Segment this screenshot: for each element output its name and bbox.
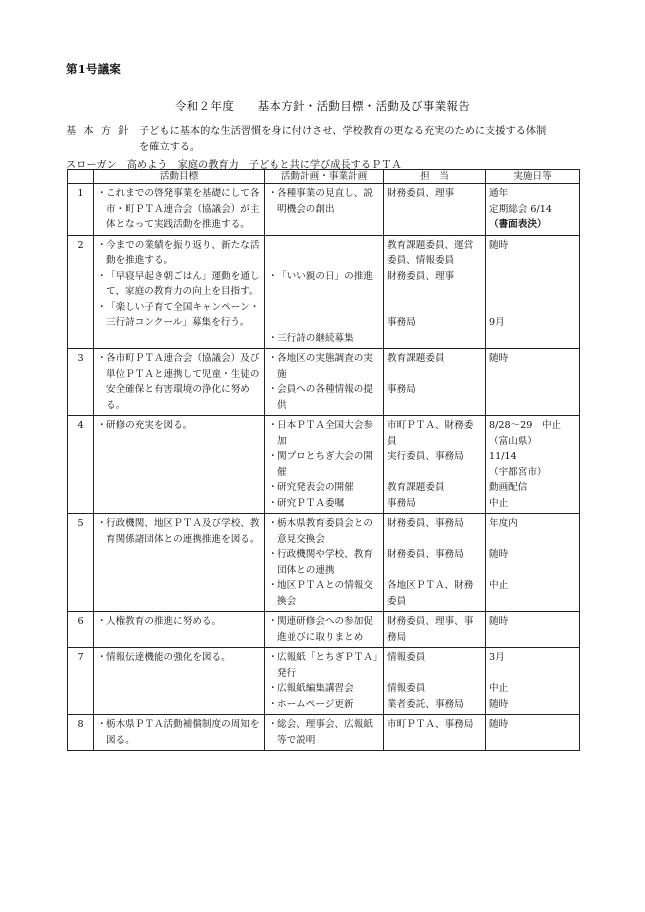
agenda-number: 第1号議案 xyxy=(66,62,122,76)
plan-item: ・ ホームページ更新 xyxy=(268,697,380,713)
header-no xyxy=(68,170,94,184)
goal-cell xyxy=(94,648,265,715)
date-cell xyxy=(486,612,580,648)
staff-item: 市町ＰＴＡ、事務局 xyxy=(387,719,474,730)
date-item: 随時 xyxy=(489,549,509,560)
plan-item: ・ 日本ＰＴＡ全国大会参加 xyxy=(268,418,380,449)
staff-item: 実行委員、事務局 xyxy=(387,451,464,462)
date-cell xyxy=(486,514,580,612)
plan-item: ・ 「いい親の日」の推進 xyxy=(268,269,380,285)
document-heading: 令和２年度 基本方針・活動目標・活動及び事業報告 xyxy=(175,99,470,113)
header-goal: 活動目標 xyxy=(94,170,265,184)
plan-item: ・ 広報紙編集講習会 xyxy=(268,681,380,697)
date-item: 定期総会 6/14 xyxy=(489,203,552,215)
staff-cell xyxy=(384,715,486,751)
activity-table xyxy=(67,169,580,751)
staff-item: 教育課題委員 xyxy=(387,482,445,493)
goal-cell xyxy=(94,514,265,612)
staff-cell xyxy=(384,416,486,514)
date-cell xyxy=(486,648,580,715)
row-number: 1 xyxy=(68,184,94,236)
slogan-label: スローガン xyxy=(66,160,117,171)
staff-item: 財務委員、事務局 xyxy=(387,549,464,560)
staff-cell xyxy=(384,612,486,648)
date-cell xyxy=(486,349,580,416)
goal-cell xyxy=(94,715,265,751)
goal-item: ・ 行政機関、地区ＰＴＡ及び学校、教育関係諸団体との連携推進を図る。 xyxy=(97,516,261,547)
staff-cell xyxy=(384,235,486,349)
plan-item: ・ 関プロとちぎ大会の開催 xyxy=(268,449,380,480)
date-cell xyxy=(486,184,580,236)
plan-item: ・ 各種事業の見直し、説明機会の創出 xyxy=(268,186,380,217)
staff-item: 財務委員、理事、事務局 xyxy=(387,616,474,643)
plan-item: ・ 総会、理事会、広報紙等で説明 xyxy=(268,717,380,748)
staff-item: 教育課題委員 xyxy=(387,353,445,364)
row-number: 6 xyxy=(68,612,94,648)
plan-cell xyxy=(265,184,384,236)
goal-cell xyxy=(94,349,265,416)
staff-item: 市町ＰＴＡ、財務委員 xyxy=(387,420,474,447)
table-row xyxy=(68,235,580,349)
date-cell xyxy=(486,715,580,751)
staff-cell xyxy=(384,349,486,416)
plan-item: ・ 広報紙「とちぎＰＴＡ」発行 xyxy=(268,650,380,681)
goal-item: ・ 研修の充実を図る。 xyxy=(97,418,261,434)
date-item: 中止 xyxy=(489,497,509,509)
plan-item: ・ 関連研修会への参加促進並びに取りまとめ xyxy=(268,614,380,645)
plan-item: ・ 栃木県教育委員会との意見交換会 xyxy=(268,516,380,547)
staff-cell xyxy=(384,184,486,236)
table-row xyxy=(68,514,580,612)
goal-cell xyxy=(94,416,265,514)
plan-cell xyxy=(265,715,384,751)
date-item: 年度内 xyxy=(489,518,518,529)
goal-item: ・ 各市町ＰＴＡ連合会（協議会）及び単位ＰＴＡと連携して児童・生徒の安全確保と有害環境の浄化に努める。 xyxy=(97,351,261,413)
row-number: 8 xyxy=(68,715,94,751)
date-item: 通年 xyxy=(489,188,509,199)
table-row xyxy=(68,648,580,715)
staff-item: 情報委員 xyxy=(387,652,426,663)
date-item: 随時 xyxy=(489,616,509,627)
plan-item: ・ 各地区の実態調査の実施 xyxy=(268,351,380,382)
table-row xyxy=(68,612,580,648)
date-cell xyxy=(486,416,580,514)
goal-cell xyxy=(94,235,265,349)
staff-cell xyxy=(384,514,486,612)
row-number: 2 xyxy=(68,235,94,349)
staff-item: 財務委員、理事 xyxy=(387,270,455,282)
date-item: 中止 xyxy=(489,580,509,591)
staff-item: 情報委員 xyxy=(387,683,426,694)
date-item: 随時 xyxy=(489,719,509,730)
staff-item: 事務局 xyxy=(387,384,416,395)
plan-item: ・ 研究ＰＴＡ委嘱 xyxy=(268,496,380,512)
basic-policy xyxy=(66,124,586,156)
row-number: 5 xyxy=(68,514,94,612)
table-row xyxy=(68,349,580,416)
basic-policy-label: 基 本 方 針 xyxy=(66,126,131,137)
date-item: 11/14 xyxy=(489,451,517,462)
plan-cell xyxy=(265,416,384,514)
staff-item: 教育課題委員、運営委員、情報委員 xyxy=(387,239,474,266)
goal-item: ・ 栃木県ＰＴＡ活動補償制度の周知を図る。 xyxy=(97,717,261,748)
row-number: 7 xyxy=(68,648,94,715)
date-item: 随時 xyxy=(489,353,509,364)
date-item: 9月 xyxy=(489,317,505,328)
plan-cell xyxy=(265,612,384,648)
date-item: 随時 xyxy=(489,698,509,710)
goal-item: ・ 今までの業績を振り返り、新たな活動を推進する。 xyxy=(97,238,261,269)
plan-item: ・ 三行詩の継続募集 xyxy=(268,331,380,347)
staff-item: 各地区ＰＴＡ、財務委員 xyxy=(387,580,474,607)
slogan-part1: 高めよう 家庭の教育力 xyxy=(126,160,239,171)
date-item: 動画配信 xyxy=(489,482,528,493)
date-item: （書面表決） xyxy=(489,219,547,230)
table-row xyxy=(68,715,580,751)
goal-item: ・ 「早寝早起き朝ごはん」運動を通して、家庭の教育力の向上を目指す。 xyxy=(97,269,261,300)
date-item: 中止 xyxy=(489,683,509,694)
goal-cell xyxy=(94,612,265,648)
staff-cell xyxy=(384,648,486,715)
date-item: 随時 xyxy=(489,239,509,251)
basic-policy-text: 子どもに基本的な生活習慣を身に付けさせ、学校教育の更なる充実のために支援する体制 xyxy=(139,126,547,137)
date-item: （富山県） xyxy=(489,435,537,447)
table-header-row xyxy=(68,170,580,184)
goal-cell xyxy=(94,184,265,236)
plan-item: ・ 会員への各種情報の提供 xyxy=(268,382,380,413)
staff-item: 財務委員、事務局 xyxy=(387,518,464,529)
staff-item: 業者委託、事務局 xyxy=(387,698,464,710)
basic-policy-text-cont: を確立する。 xyxy=(139,142,201,153)
date-cell xyxy=(486,235,580,349)
staff-item: 事務局 xyxy=(387,497,416,509)
goal-item: ・ 情報伝達機能の強化を図る。 xyxy=(97,650,261,666)
header-staff: 担 当 xyxy=(384,170,486,184)
staff-item: 財務委員、理事 xyxy=(387,188,455,199)
header-date: 実施日等 xyxy=(486,170,580,184)
plan-cell xyxy=(265,648,384,715)
date-item: 3月 xyxy=(489,652,505,663)
plan-item: ・ 行政機関や学校、教育団体との連携 xyxy=(268,547,380,578)
plan-item: ・ 地区ＰＴＡとの情報交換会 xyxy=(268,578,380,609)
date-item: 8/28～29 中止 xyxy=(489,420,562,431)
date-item: （宇都宮市） xyxy=(489,466,547,478)
goal-item: ・ 人権教育の推進に努める。 xyxy=(97,614,261,630)
plan-cell xyxy=(265,235,384,349)
goal-item: ・ これまでの啓発事業を基礎にして各市・町ＰＴＡ連合会（協議会）が主体となって実践活動を推進する。 xyxy=(97,186,261,233)
plan-item: ・ 研究発表会の開催 xyxy=(268,480,380,496)
table-row xyxy=(68,184,580,236)
row-number: 3 xyxy=(68,349,94,416)
slogan-part2: 子どもと共に学び成長するＰＴＡ xyxy=(248,160,402,171)
plan-cell xyxy=(265,349,384,416)
table-row xyxy=(68,416,580,514)
header-plan: 活動計画・事業計画 xyxy=(265,170,384,184)
staff-item: 事務局 xyxy=(387,317,416,328)
goal-item: ・ 「楽しい子育て全国キャンペーン・三行詩コンクール」募集を行う。 xyxy=(97,300,261,331)
row-number: 4 xyxy=(68,416,94,514)
plan-cell xyxy=(265,514,384,612)
